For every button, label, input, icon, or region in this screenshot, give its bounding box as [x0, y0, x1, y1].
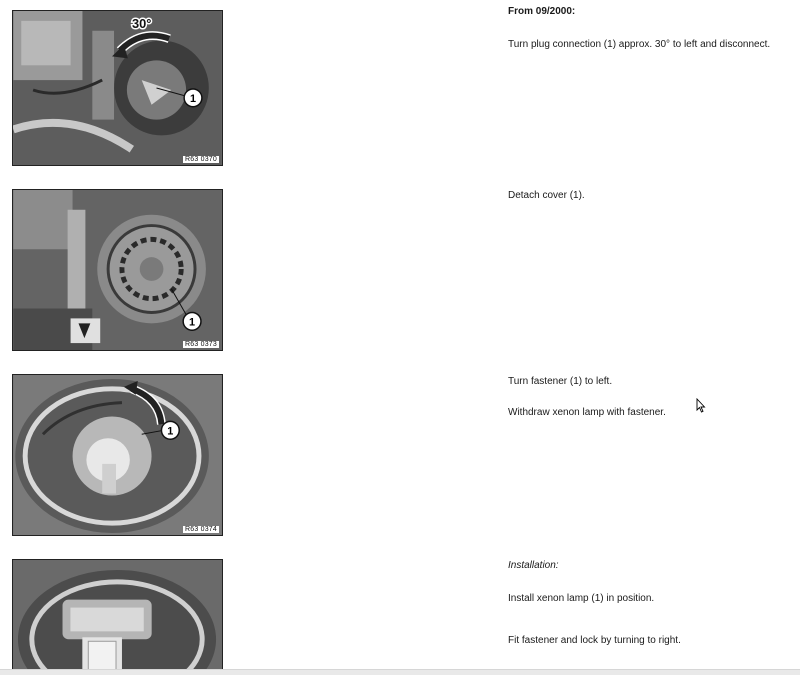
- figure-plug-connection: [12, 10, 223, 166]
- figure-1-callout: 1: [190, 92, 197, 105]
- figure-2-callout: 1: [189, 316, 196, 329]
- step-3-instruction-2: Withdraw xenon lamp with fastener.: [508, 407, 666, 418]
- figure-fastener: [12, 374, 223, 536]
- step-4-instruction-1: Install xenon lamp (1) in position.: [508, 593, 655, 604]
- figure-2-reference: R63 0373: [185, 341, 217, 348]
- step-1-instruction: Turn plug connection (1) approx. 30° to left and disconnect.: [508, 39, 771, 50]
- figure-plug-connection-image: [13, 11, 222, 165]
- window-bottom-edge: [0, 669, 800, 675]
- figure-3-reference: R63 0374: [185, 526, 217, 533]
- figure-1-reference: R63 0370: [185, 156, 217, 163]
- step-1-heading: From 09/2000:: [508, 6, 576, 17]
- figure-cover: [12, 189, 223, 351]
- step-4-instruction-2: Fit fastener and lock by turning to right.: [508, 635, 681, 646]
- figure-cover-image: [13, 190, 222, 350]
- figure-fastener-image: [13, 375, 222, 535]
- figure-installation: [12, 559, 223, 675]
- step-2-instruction: Detach cover (1).: [508, 190, 585, 201]
- installation-heading: Installation:: [508, 560, 559, 571]
- step-3-instruction-1: Turn fastener (1) to left.: [508, 376, 613, 387]
- figure-1-angle: 30°: [131, 15, 152, 31]
- figure-installation-image: [13, 560, 222, 675]
- mouse-pointer-icon: [696, 398, 706, 413]
- figure-3-callout: 1: [167, 425, 174, 438]
